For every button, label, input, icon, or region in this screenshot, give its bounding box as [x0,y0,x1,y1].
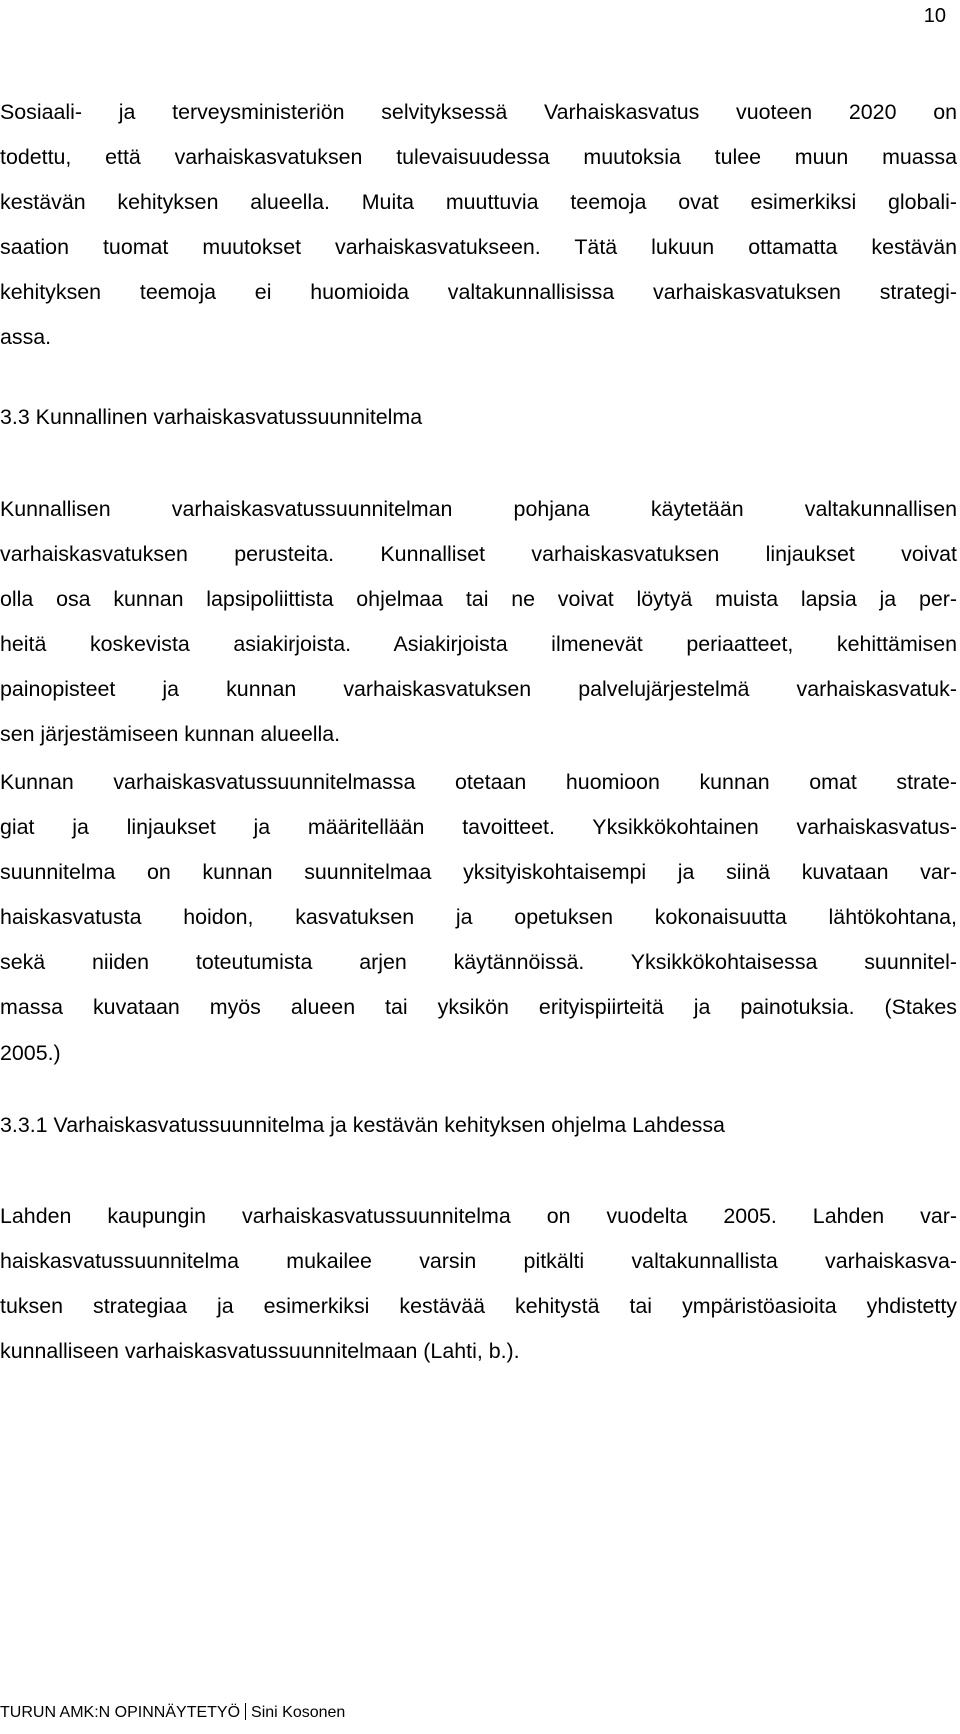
text-line: sekä niiden toteutumista arjen käytännöissä. Yksikkökohtaisessa suunnitel- [0,950,957,975]
paragraph-intro [0,90,957,361]
page-number: 10 [923,5,946,27]
section-heading-3-3-1: 3.3.1 Varhaiskasvatussuunnitelma ja kestävän kehityksen ohjelma Lahdessa [0,1113,725,1137]
text-line: tuksen strategiaa ja esimerkiksi kestävää kehitystä tai ympäristöasioita yhdistetty [0,1294,957,1319]
text-line: kehityksen teemoja ei huomioida valtakunnallisissa varhaiskasvatuksen strategi- [0,280,957,305]
section-heading-3-3: 3.3 Kunnallinen varhaiskasvatussuunnitelma [0,405,423,429]
text-line: haiskasvatusta hoidon, kasvatuksen ja opetuksen kokonaisuutta lähtökohtana, [0,905,957,930]
paragraph-lahti [0,1194,957,1374]
text-line: heitä koskevista asiakirjoista. Asiakirjoista ilmenevät periaatteet, kehittämisen [0,632,957,657]
text-line: todettu, että varhaiskasvatuksen tulevaisuudessa muutoksia tulee muun muassa [0,145,957,170]
text-line: Sosiaali- ja terveysministeriön selvityksessä Varhaiskasvatus vuoteen 2020 on [0,100,957,124]
text-line: sen järjestämiseen kunnan alueella. [0,722,341,747]
text-line: painopisteet ja kunnan varhaiskasvatuksen palvelujärjestelmä varhaiskasvatuk- [0,677,957,702]
text-line: suunnitelma on kunnan suunnitelmaa yksityiskohtaisempi ja siinä kuvataan var- [0,860,957,885]
text-line: Lahden kaupungin varhaiskasvatussuunnitelma on vuodelta 2005. Lahden var- [0,1204,957,1228]
text-line: kunnalliseen varhaiskasvatussuunnitelmaan (Lahti, b.). [0,1339,520,1364]
text-line: varhaiskasvatuksen perusteita. Kunnalliset varhaiskasvatuksen linjaukset voivat [0,542,957,567]
text-line: haiskasvatussuunnitelma mukailee varsin pitkälti valtakunnallista varhaiskasva- [0,1249,957,1274]
text-line: massa kuvataan myös alueen tai yksikön erityispiirteitä ja painotuksia. (Stakes [0,995,957,1020]
text-line: kestävän kehityksen alueella. Muita muuttuvia teemoja ovat esimerkiksi globali- [0,190,957,215]
text-line: Kunnan varhaiskasvatussuunnitelmassa otetaan huomioon kunnan omat strate- [0,770,957,794]
footer-separator [245,1703,246,1720]
paragraph-kunnallinen [0,487,957,758]
text-line: olla osa kunnan lapsipoliittista ohjelmaa tai ne voivat löytyä muista lapsia ja per- [0,587,957,612]
text-line: saation tuomat muutokset varhaiskasvatukseen. Tätä lukuun ottamatta kestävän [0,235,957,260]
paragraph-kunnan [0,760,957,1076]
footer-author: Sini Kosonen [251,1704,346,1721]
text-line: giat ja linjaukset ja määritellään tavoitteet. Yksikkökohtainen varhaiskasvatus- [0,815,957,840]
text-line: 2005.) [0,1040,61,1065]
text-line: Kunnallisen varhaiskasvatussuunnitelman pohjana käytetään valtakunnallisen [0,497,957,521]
text-line: assa. [0,325,52,350]
page-footer [0,1703,345,1723]
footer-institution: TURUN AMK:N OPINNÄYTETYÖ [0,1704,241,1721]
